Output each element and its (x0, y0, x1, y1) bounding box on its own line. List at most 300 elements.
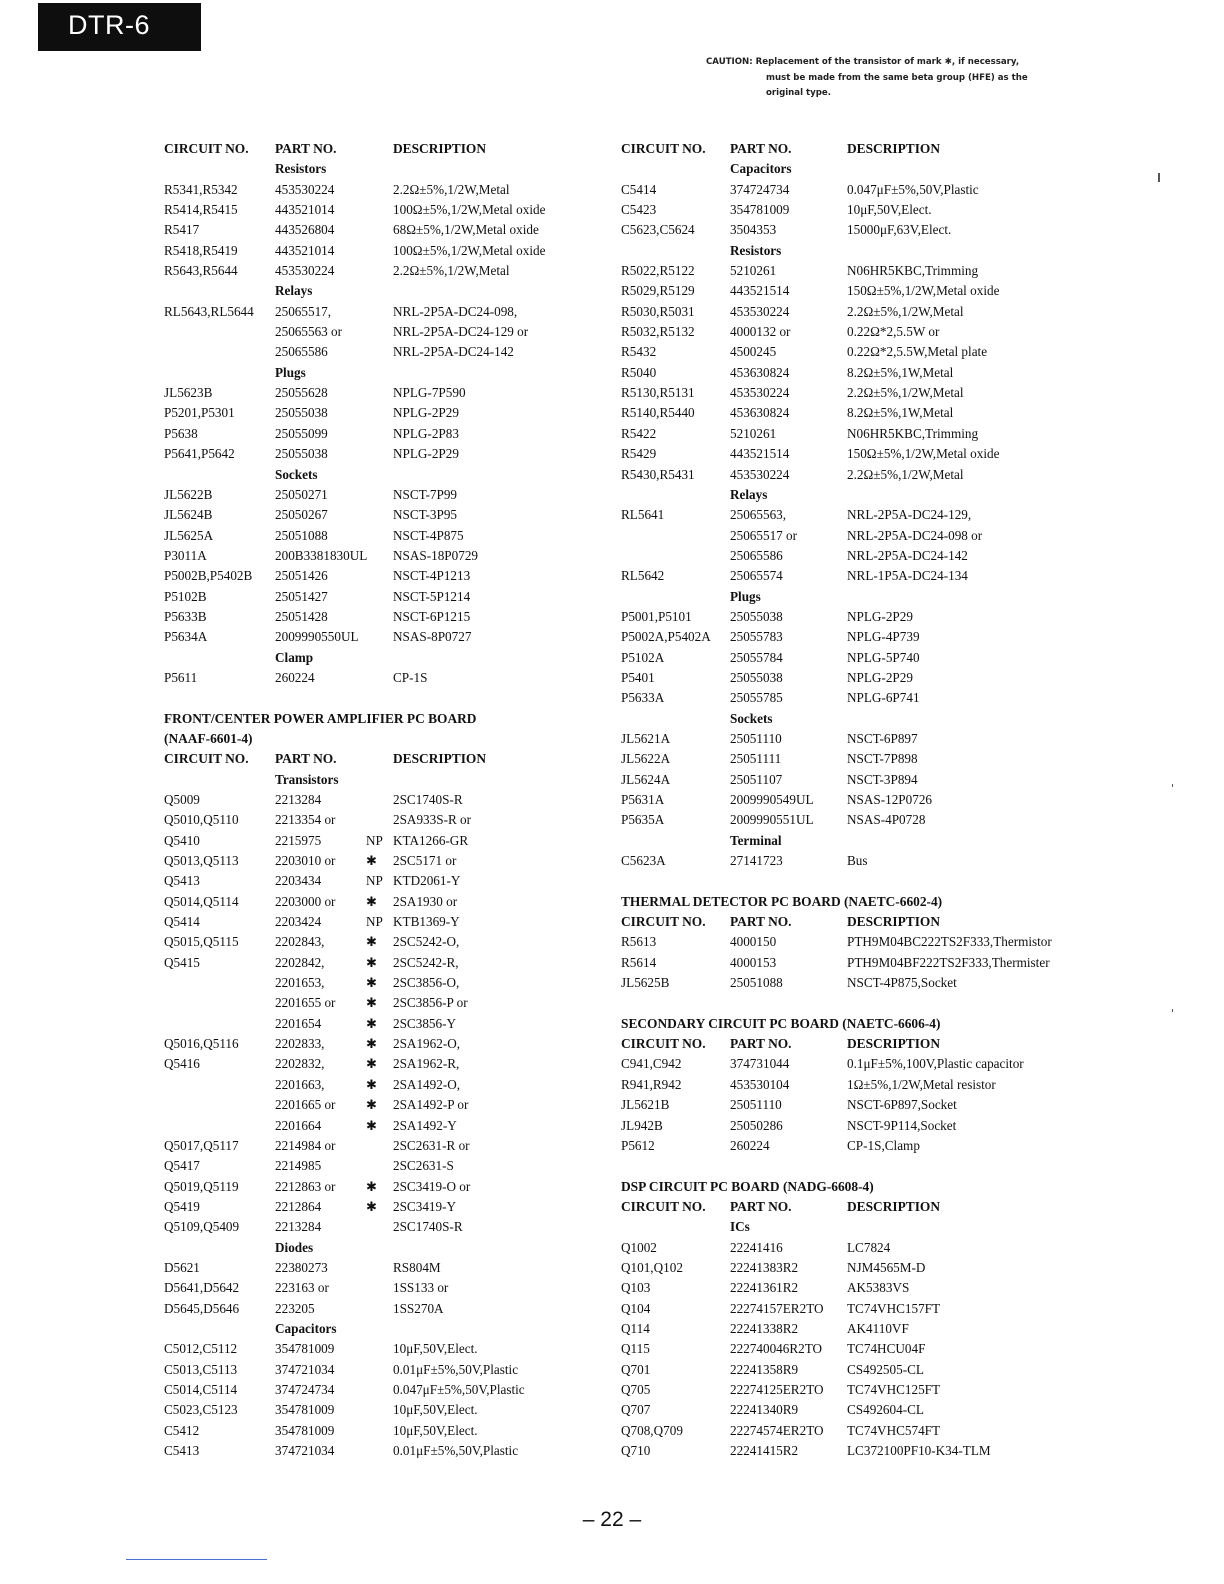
description: 10μF,50V,Elect. (393, 1422, 478, 1438)
circuit-no: JL5622B (164, 486, 213, 502)
circuit-no: D5645,D5646 (164, 1300, 240, 1316)
circuit-no: C5412 (164, 1422, 200, 1438)
description: 100Ω±5%,1/2W,Metal oxide (393, 242, 546, 258)
description: CP-1S (393, 669, 428, 685)
description: 2SC5242-O, (393, 934, 460, 950)
part-no: 22274574ER2TO (730, 1422, 824, 1438)
part-no: 2009990549UL (730, 792, 814, 807)
description: 2SA933S-R or (393, 812, 472, 828)
part-no: 443521514 (730, 446, 790, 462)
circuit-no: R5432 (621, 344, 657, 360)
category-heading-row (164, 770, 584, 790)
part-row (621, 342, 1071, 362)
description: KTB1369-Y (393, 914, 460, 930)
part-no: 260224 (730, 1137, 770, 1153)
description: 68Ω±5%,1/2W,Metal oxide (393, 222, 539, 238)
part-no: 2201655 or (275, 995, 336, 1011)
description: NPLG-6P741 (847, 690, 920, 706)
part-no: 2203010 or (275, 853, 336, 869)
part-row (621, 932, 1071, 952)
part-no: 25051110 (730, 1097, 782, 1113)
description: 2SC5242-R, (393, 954, 459, 970)
part-no: 25055038 (730, 669, 783, 685)
part-no: 2201664 (275, 1117, 322, 1133)
description: NSAS-18P0729 (393, 547, 479, 563)
part-no: 453530104 (730, 1076, 790, 1092)
part-row (621, 729, 1071, 749)
description: NRL-2P5A-DC24-129, (847, 507, 972, 523)
header-description: DESCRIPTION (393, 751, 487, 767)
description: 2.2Ω±5%,1/2W,Metal (393, 181, 510, 197)
circuit-no: Q5019,Q5119 (164, 1178, 239, 1194)
circuit-no: JL5624B (164, 507, 213, 523)
beta-group-mark: ✱ (366, 1117, 378, 1133)
part-no: 25051110 (730, 730, 782, 746)
part-row (164, 526, 584, 546)
section-spacer (621, 1156, 1071, 1176)
circuit-no: P3011A (164, 547, 207, 563)
description: 0.047μF±5%,50V,Plastic (847, 181, 979, 197)
category-label: Sockets (275, 466, 318, 482)
beta-group-mark: ✱ (366, 893, 378, 909)
beta-group-mark: ✱ (366, 853, 378, 869)
part-no: 22241338R2 (730, 1320, 799, 1336)
part-no: 2212863 or (275, 1178, 336, 1194)
part-row (164, 871, 584, 891)
circuit-no: R5140,R5440 (621, 405, 695, 421)
part-no: 443521014 (275, 242, 335, 258)
part-no: 22241383R2 (730, 1259, 799, 1275)
part-no: 25051107 (730, 771, 783, 787)
description: KTA1266-GR (393, 832, 469, 848)
description: NSCT-4P875 (393, 527, 464, 543)
part-no: 25050271 (275, 486, 328, 502)
category-label: Resistors (275, 161, 327, 177)
category-label: Relays (275, 283, 313, 299)
description: NSCT-6P897 (847, 730, 918, 746)
part-no: 2201663, (275, 1076, 325, 1092)
description: 0.1μF±5%,100V,Plastic capacitor (847, 1056, 1024, 1072)
beta-group-mark: ✱ (366, 1056, 378, 1072)
circuit-no: JL5623B (164, 385, 213, 401)
part-row (621, 220, 1071, 240)
category-heading-row (621, 587, 1071, 607)
category-label: ICs (730, 1219, 750, 1235)
description: NRL-1P5A-DC24-134 (847, 568, 968, 584)
description: NJM4565M-D (847, 1259, 926, 1275)
part-no: 4000132 or (730, 324, 791, 340)
part-no: 453530224 (275, 263, 335, 279)
part-no: 25051088 (275, 527, 328, 543)
part-row (164, 973, 584, 993)
circuit-no: P5612 (621, 1137, 655, 1153)
part-row (164, 342, 584, 362)
part-row (164, 1299, 584, 1319)
circuit-no: R5418,R5419 (164, 242, 238, 258)
part-row (621, 648, 1071, 668)
part-no: 223163 or (275, 1280, 329, 1296)
category-label: Diodes (275, 1239, 314, 1255)
part-no: 25051428 (275, 608, 328, 624)
part-no: 223205 (275, 1300, 315, 1316)
part-row (164, 1034, 584, 1054)
part-no: 2201665 or (275, 1097, 336, 1113)
category-label: Transistors (275, 771, 339, 787)
part-row (164, 261, 584, 281)
circuit-no: P5201,P5301 (164, 405, 235, 421)
circuit-no: R5029,R5129 (621, 283, 695, 299)
part-row (621, 973, 1071, 993)
column-header-row (621, 139, 1071, 159)
part-row (164, 220, 584, 240)
category-heading-row (621, 485, 1071, 505)
circuit-no: C5014,C5114 (164, 1381, 238, 1397)
circuit-no: RL5642 (621, 568, 665, 584)
part-no: 5210261 (730, 425, 777, 441)
description: NSAS-4P0728 (847, 812, 926, 828)
description: 10μF,50V,Elect. (847, 202, 932, 218)
description: 150Ω±5%,1/2W,Metal oxide (847, 283, 1000, 299)
circuit-no: R5613 (621, 934, 657, 950)
column-header-row (164, 139, 584, 159)
circuit-no: Q1002 (621, 1239, 657, 1255)
part-no: 22274157ER2TO (730, 1300, 824, 1316)
part-no: 2213284 (275, 1219, 322, 1235)
header-circuit-no: CIRCUIT NO. (164, 141, 249, 156)
part-row (621, 1380, 1071, 1400)
scan-speck (1172, 1009, 1173, 1012)
part-row (164, 1441, 584, 1461)
circuit-no: JL5621B (621, 1097, 670, 1113)
beta-group-mark: NP (366, 873, 383, 889)
circuit-no: R5030,R5031 (621, 303, 695, 319)
part-row (164, 993, 584, 1013)
part-row (621, 444, 1071, 464)
part-no: 453530224 (730, 466, 790, 482)
description: 2SC3856-P or (393, 995, 468, 1011)
part-row (164, 444, 584, 464)
description: RS804M (393, 1259, 441, 1275)
part-row (621, 403, 1071, 423)
description: 0.22Ω*2,5.5W,Metal plate (847, 344, 988, 360)
part-no: 374724734 (275, 1381, 335, 1397)
header-circuit-no: CIRCUIT NO. (621, 1198, 706, 1214)
part-no: 22241340R9 (730, 1402, 799, 1418)
circuit-no: Q5415 (164, 954, 200, 970)
part-row (621, 505, 1071, 525)
beta-group-mark: ✱ (366, 975, 378, 991)
description: 2SC3419-O or (393, 1178, 471, 1194)
description: TC74HCU04F (847, 1341, 926, 1357)
description: 2.2Ω±5%,1/2W,Metal (847, 303, 964, 319)
part-row (164, 851, 584, 871)
header-part-no: PART NO. (275, 141, 337, 156)
category-heading-row (164, 1238, 584, 1258)
circuit-no: P5641,P5642 (164, 446, 235, 462)
circuit-no: Q701 (621, 1361, 651, 1377)
beta-group-mark: ✱ (366, 1076, 378, 1092)
circuit-no: Q5017,Q5117 (164, 1137, 239, 1153)
description: 2SA1930 or (393, 893, 458, 909)
part-row (164, 1116, 584, 1136)
description: 0.047μF±5%,50V,Plastic (393, 1381, 525, 1397)
circuit-no: R5430,R5431 (621, 466, 695, 482)
part-no: 200B3381830UL (275, 547, 368, 563)
part-row (164, 1197, 584, 1217)
caution-line: CAUTION: Replacement of the transistor of mark ✱, if necessary, (706, 57, 1020, 67)
section-title-text: SECONDARY CIRCUIT PC BOARD (NAETC-6606-4) (621, 1015, 941, 1031)
part-row (621, 1238, 1071, 1258)
part-no: 2202842, (275, 954, 325, 970)
part-no: 374724734 (730, 181, 790, 197)
circuit-no: JL5621A (621, 730, 671, 746)
description: N06HR5KBC,Trimming (847, 263, 979, 279)
circuit-no: Q5417 (164, 1158, 200, 1174)
part-no: 2201653, (275, 975, 325, 991)
header-description: DESCRIPTION (393, 141, 487, 156)
circuit-no: R941,R942 (621, 1076, 682, 1092)
part-no: 2202832, (275, 1056, 325, 1072)
section-title-text: DSP CIRCUIT PC BOARD (NADG-6608-4) (621, 1178, 874, 1194)
circuit-no: R5341,R5342 (164, 181, 238, 197)
circuit-no: Q5013,Q5113 (164, 853, 239, 869)
section-spacer (621, 993, 1071, 1013)
caution-note (706, 55, 1066, 102)
part-row (621, 526, 1071, 546)
category-heading-row (621, 1217, 1071, 1237)
part-no: 3504353 (730, 222, 777, 238)
part-no: 25065517, (275, 303, 332, 319)
category-heading-row (621, 831, 1071, 851)
part-row (164, 1400, 584, 1420)
part-no: 453530224 (730, 303, 790, 319)
circuit-no: R5414,R5415 (164, 202, 238, 218)
circuit-no: Q103 (621, 1280, 651, 1296)
circuit-no: JL5625A (164, 527, 214, 543)
circuit-no: Q705 (621, 1381, 651, 1397)
model-label: DTR-6 (38, 3, 201, 51)
header-circuit-no: CIRCUIT NO. (621, 141, 706, 156)
category-heading-row (164, 363, 584, 383)
circuit-no: P5102B (164, 588, 207, 604)
description: TC74VHC574FT (847, 1422, 941, 1438)
part-no: 2214984 or (275, 1137, 336, 1153)
part-no: 22241416 (730, 1239, 783, 1255)
circuit-no: C5623A (621, 853, 666, 869)
part-row (164, 383, 584, 403)
category-label: Plugs (730, 588, 761, 604)
section-spacer (164, 688, 584, 708)
part-no: 354781009 (275, 1341, 335, 1357)
part-row (621, 1299, 1071, 1319)
part-row (621, 322, 1071, 342)
part-no: 374721034 (275, 1443, 335, 1458)
circuit-no: Q114 (621, 1320, 650, 1336)
column-header-row (621, 1034, 1071, 1054)
part-no: 222740046R2TO (730, 1341, 823, 1357)
description: NPLG-2P29 (393, 405, 459, 421)
description: 2SC2631-R or (393, 1137, 470, 1153)
category-label: Plugs (275, 364, 306, 380)
circuit-no: RL5641 (621, 507, 665, 523)
part-row (621, 810, 1071, 830)
part-row (621, 1075, 1071, 1095)
description: 2SC3856-Y (393, 1015, 457, 1031)
beta-group-mark: ✱ (366, 1178, 378, 1194)
category-heading-row (164, 281, 584, 301)
circuit-no: P5633A (621, 690, 665, 706)
header-description: DESCRIPTION (847, 1036, 941, 1052)
part-row (621, 953, 1071, 973)
part-row (621, 383, 1071, 403)
description: NSAS-12P0726 (847, 792, 933, 807)
category-heading-row (621, 709, 1071, 729)
part-no: 453530224 (730, 385, 790, 401)
column-header-row (621, 912, 1071, 932)
category-label: Terminal (730, 832, 782, 848)
circuit-no: Q707 (621, 1402, 651, 1418)
part-row (164, 1177, 584, 1197)
description: 0.01μF±5%,50V,Plastic (393, 1443, 519, 1458)
description: 2.2Ω±5%,1/2W,Metal (393, 263, 510, 279)
category-label: Resistors (730, 242, 782, 258)
header-description: DESCRIPTION (847, 914, 941, 930)
description: NSCT-7P898 (847, 751, 918, 767)
circuit-no: JL5622A (621, 751, 671, 767)
parts-list-left-column (164, 139, 584, 1461)
part-no: 2212864 (275, 1198, 322, 1214)
part-no: 25051426 (275, 568, 328, 584)
description: 2.2Ω±5%,1/2W,Metal (847, 385, 964, 401)
circuit-no: Q5410 (164, 832, 200, 848)
description: 2SC5171 or (393, 853, 457, 869)
part-row (164, 810, 584, 830)
part-row (621, 1400, 1071, 1420)
part-row (164, 302, 584, 322)
part-row (164, 485, 584, 505)
description: 10μF,50V,Elect. (393, 1402, 478, 1418)
description: 2SA1962-O, (393, 1036, 461, 1052)
part-row (621, 1278, 1071, 1298)
category-label: Sockets (730, 710, 773, 726)
beta-group-mark: ✱ (366, 1198, 378, 1214)
part-row (164, 1014, 584, 1034)
part-no: 354781009 (730, 202, 790, 218)
part-no: 2009990550UL (275, 629, 359, 645)
description: PTH9M04BF222TS2F333,Thermister (847, 954, 1050, 970)
circuit-no: D5621 (164, 1259, 200, 1275)
part-row (164, 403, 584, 423)
part-no: 25055038 (275, 446, 328, 462)
part-no: 2214985 (275, 1158, 322, 1174)
part-no: 354781009 (275, 1422, 335, 1438)
board-section-title (621, 1014, 1071, 1034)
description: N06HR5KBC,Trimming (847, 425, 979, 441)
description: TC74VHC125FT (847, 1381, 941, 1397)
description: TC74VHC157FT (847, 1300, 941, 1316)
circuit-no: Q708,Q709 (621, 1422, 683, 1438)
section-title-text: (NAAF-6601-4) (164, 730, 253, 746)
circuit-no: C5413 (164, 1443, 200, 1458)
part-row (621, 1421, 1071, 1441)
part-no: 443521514 (730, 283, 790, 299)
part-no: 2203434 (275, 873, 322, 889)
header-description: DESCRIPTION (847, 1198, 941, 1214)
column-header-row (164, 749, 584, 769)
description: CS492505-CL (847, 1361, 924, 1377)
category-label: Capacitors (275, 1320, 337, 1336)
circuit-no: R5614 (621, 954, 657, 970)
part-no: 25051111 (730, 751, 782, 767)
part-no: 453530224 (275, 181, 335, 197)
category-label: Capacitors (730, 161, 792, 177)
footer-rule (126, 1559, 267, 1560)
part-row (164, 790, 584, 810)
part-row (164, 932, 584, 952)
part-row (621, 749, 1071, 769)
category-heading-row (164, 159, 584, 179)
beta-group-mark: NP (366, 832, 383, 848)
part-no: 25055785 (730, 690, 783, 706)
circuit-no: Q5016,Q5116 (164, 1036, 239, 1052)
part-row (621, 1339, 1071, 1359)
category-heading-row (164, 648, 584, 668)
part-row (164, 831, 584, 851)
circuit-no: Q5419 (164, 1198, 200, 1214)
description: CP-1S,Clamp (847, 1137, 920, 1153)
scan-speck (1172, 784, 1173, 787)
part-row (621, 607, 1071, 627)
circuit-no: Q5010,Q5110 (164, 812, 239, 828)
part-row (164, 200, 584, 220)
part-no: 2203000 or (275, 893, 336, 909)
circuit-no: Q710 (621, 1443, 651, 1458)
circuit-no: P5001,P5101 (621, 608, 692, 624)
part-row (164, 1156, 584, 1176)
parts-list-right-column (621, 139, 1071, 1461)
category-heading-row (621, 241, 1071, 261)
board-section-title (164, 729, 584, 749)
circuit-no: Q104 (621, 1300, 651, 1316)
description: 10μF,50V,Elect. (393, 1341, 478, 1357)
part-no: 22241361R2 (730, 1280, 799, 1296)
beta-group-mark: ✱ (366, 954, 378, 970)
part-row (164, 892, 584, 912)
description: 2SC3419-Y (393, 1198, 457, 1214)
circuit-no: P5401 (621, 669, 655, 685)
circuit-no: P5634A (164, 629, 208, 645)
beta-group-mark: ✱ (366, 934, 378, 950)
circuit-no: C5414 (621, 181, 657, 197)
description: 100Ω±5%,1/2W,Metal oxide (393, 202, 546, 218)
description: CS492604-CL (847, 1402, 924, 1418)
circuit-no: Q5109,Q5409 (164, 1219, 240, 1235)
circuit-no: Q5414 (164, 914, 200, 930)
part-row (164, 322, 584, 342)
part-no: 22241415R2 (730, 1443, 799, 1458)
part-no: 27141723 (730, 853, 783, 869)
circuit-no: Q5014,Q5114 (164, 893, 239, 909)
beta-group-mark: ✱ (366, 1097, 378, 1113)
category-heading-row (164, 1319, 584, 1339)
part-row (164, 587, 584, 607)
part-row (621, 180, 1071, 200)
part-row (164, 607, 584, 627)
part-no: 260224 (275, 669, 315, 685)
part-row (621, 688, 1071, 708)
description: KTD2061-Y (393, 873, 461, 889)
description: 8.2Ω±5%,1W,Metal (847, 405, 954, 421)
